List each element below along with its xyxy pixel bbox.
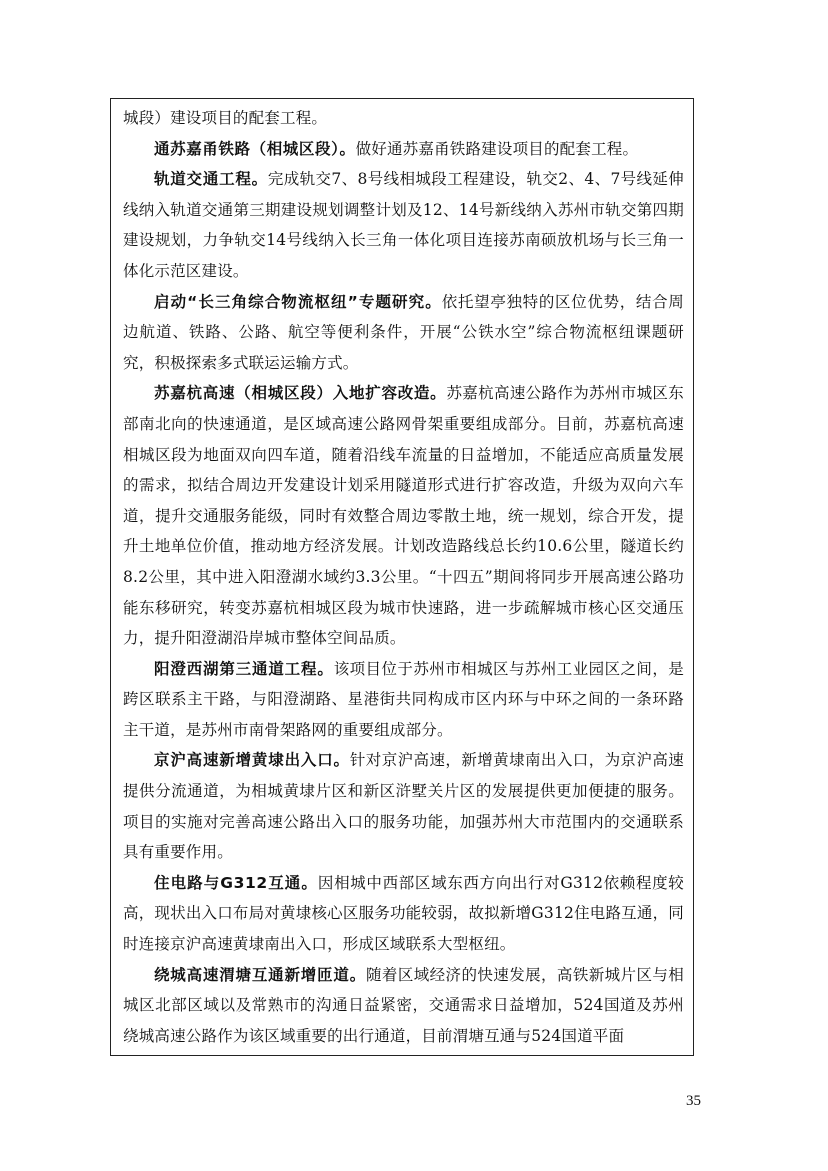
paragraph-text: 完成轨交7、8号线相城段工程建设，轨交2、4、7号线延伸线纳入轨道交通第三期建设规划调整计划及12、14号新线纳入苏州市轨交第四期建设规划，力争轨交14号线纳入长三角一体化项目连接苏南硕放机场与长三角一体化示范区建设。 [123,170,684,280]
paragraph-6 [123,654,684,746]
paragraph-3 [123,164,684,286]
paragraph-heading: 绕城高速渭塘互通新增匝道。 [154,965,367,984]
paragraph-heading: 通苏嘉甬铁路（相城区段）。 [154,139,356,158]
paragraph-2 [123,134,684,165]
page-number: 35 [686,1093,701,1109]
paragraph-text: 因相城中西部区域东西方向出行对G312依赖程度较高，现状出入口布局对黄埭核心区服务功能较弱，故拟新增G312住电路互通，同时连接京沪高速黄埭南出入口，形成区域联系大型枢纽。 [123,873,684,954]
paragraph-text: 随着区域经济的快速发展，高铁新城片区与相城区北部区域以及常熟市的沟通日益紧密，交通需求日益增加，524国道及苏州绕城高速公路作为该区域重要的出行通道，目前渭塘互通与524国道平面 [123,965,684,1045]
paragraph-heading: 阳澄西湖第三通道工程。 [154,659,334,678]
paragraph-heading: 启动“长三角综合物流枢纽”专题研究。 [154,292,442,311]
paragraph-text: 做好通苏嘉甬铁路建设项目的配套工程。 [355,139,639,158]
paragraph-heading: 京沪高速新增黄埭出入口。 [154,751,350,770]
paragraph-5 [123,378,684,653]
paragraph-heading: 轨道交通工程。 [154,170,268,189]
paragraph-text: 依托望亭独特的区位优势，结合周边航道、铁路、公路、航空等便利条件，开展“公铁水空”综合物流枢纽课题研究，积极探索多式联运运输方式。 [123,292,684,372]
paragraph-1 [123,103,684,134]
paragraph-9 [123,960,684,1052]
paragraph-text: 针对京沪高速，新增黄埭南出入口，为京沪高速提供分流通道，为相城黄埭片区和新区浒墅关片区的发展提供更加便捷的服务。项目的实施对完善高速公路出入口的服务功能，加强苏州大市范围内的交通联系具有重要作用。 [123,751,685,862]
paragraph-heading: 住电路与G312互通。 [154,873,318,892]
paragraph-7 [123,745,684,867]
paragraph-4 [123,287,684,379]
paragraph-heading: 苏嘉杭高速（相城区段）入地扩容改造。 [154,384,447,403]
paragraph-8 [123,868,684,960]
paragraph-text: 苏嘉杭高速公路作为苏州市城区东部南北向的快速通道，是区域高速公路网骨架重要组成部分。目前，苏嘉杭高速相城区段为地面双向四车道，随着沿线车流量的日益增加，不能适应高质量发展的需求，拟结合周边开发建设计划采用隧道形式进行扩容改造，升级为双向六车道，提升交通服务能级，同时有效整合周边零散土地，统一规划，综合开发，提升土地单位价值，推动地方经济发展。计划改造路线总长约10.6公里，隧道长约8.2公里，其中进入阳澄湖水域约3.3公里。“十四五”期间将同步开展高速公路功能东移研究，转变苏嘉杭相城区段为城市快速路，进一步疏解城市核心区交通压力，提升阳澄湖沿岸城市整体空间品质。 [123,384,684,648]
paragraph-text: 城段）建设项目的配套工程。 [123,109,328,127]
paragraph-text: 该项目位于苏州市相城区与苏州工业园区之间，是跨区联系主干路，与阳澄湖路、星港街共同构成市区内环与中环之间的一条环路主干道，是苏州市南骨架路网的重要组成部分。 [123,659,685,739]
content-frame [110,98,694,1056]
